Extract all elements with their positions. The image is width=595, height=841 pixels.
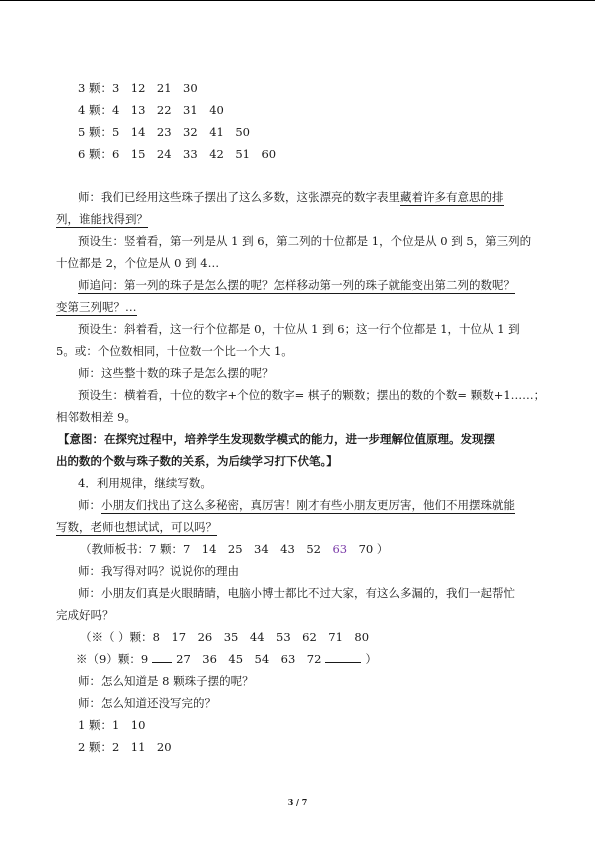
preset-line-3a: 预设生：横着看，十位的数字+个位的数字= 棋子的颗数；摆出的数的个数= 颗数+1……； [78, 388, 546, 402]
teacher-text: 师：我们已经用这些珠子摆出了这么多数，这张漂亮的数字表里 [78, 190, 400, 204]
blank-line [152, 651, 172, 663]
teacher-line-5a: 师：小朋友们真是火眼睛睛，电脑小博士都比不过大家，有这么多漏的，我们一起帮忙 [78, 586, 515, 600]
intent-line-2: 出的数的个数与珠子数的关系，为后续学习打下伏笔。】 [56, 454, 338, 468]
preset-line-2b: 5。或：个位数相同，十位数一个比一个大 1。 [56, 344, 293, 358]
exercise-8-row: （※（ ）颗：8 17 26 35 44 53 62 71 80 [80, 630, 370, 644]
board-text-pre: （教师板书：7 颗：7 14 25 34 43 52 [80, 542, 333, 556]
highlighted-number: 63 [332, 542, 348, 556]
blank-line [325, 651, 361, 663]
exercise-9-row [76, 651, 377, 667]
underlined-text: 小朋友们找出了这么多秘密，真厉害！刚才有些小朋友更厉害，他们不用摆珠就能 [101, 498, 515, 512]
preset-line-1a: 预设生：竖着看，第一列是从 1 到 6，第二列的十位都是 1，个位是从 0 到 5，第三列的 [78, 234, 532, 248]
underlined-text: 藏着许多有意思的排 [400, 190, 504, 204]
list-row-6: 6 颗：6 15 24 33 42 51 60 [78, 147, 277, 161]
board-writing [80, 541, 388, 557]
exercise-9-close: ） [365, 652, 377, 666]
followup-question-b [56, 299, 137, 315]
list-row-3: 3 颗：3 12 21 30 [78, 81, 198, 95]
preset-line-2a: 预设生：斜着看，这一行个位都是 0，十位从 1 到 6；这一行个位都是 1，十位从 1 到 [78, 322, 520, 336]
teacher-line-3a [78, 497, 515, 513]
followup-question-a [78, 277, 515, 293]
preset-line-3b: 相邻数相差 9。 [56, 410, 136, 424]
list-row-5: 5 颗：5 14 23 32 41 50 [78, 125, 250, 139]
teacher-line-5b: 完成好吗？ [56, 608, 114, 622]
exercise-9-numbers: 27 36 45 54 63 72 [176, 652, 322, 666]
page-number: 3 / 7 [287, 797, 308, 807]
teacher-line-3b [56, 519, 217, 535]
underlined-text: 师追问：第一列的珠子是怎么摆的呢？怎样移动第一列的珠子就能变出第二列的数呢？ [78, 278, 515, 292]
teacher-line-2: 师：这些整十数的珠子是怎么摆的呢？ [78, 366, 274, 380]
list-row-2: 2 颗：2 11 20 [78, 740, 172, 754]
exercise-9-label: ※（9）颗：9 [76, 652, 149, 666]
intent-line-1: 【意图：在探究过程中，培养学生发现数学模式的能力，进一步理解位值原理。发现摆 [58, 432, 495, 446]
list-row-4: 4 颗：4 13 22 31 40 [78, 103, 224, 117]
teacher-line-1b [56, 211, 148, 227]
teacher-line-6: 师：怎么知道是 8 颗珠子摆的呢？ [78, 674, 254, 688]
teacher-label: 师： [78, 498, 101, 512]
teacher-line-7: 师：怎么知道还没写完的？ [78, 696, 216, 710]
step-4-heading: 4．利用规律，继续写数。 [78, 476, 212, 490]
header-rule [0, 0, 595, 1]
underlined-text: 变第三列呢？… [56, 300, 137, 314]
preset-line-1b: 十位都是 2，个位是从 0 到 4… [56, 256, 220, 270]
board-text-post: 70 ） [347, 542, 389, 556]
list-row-1: 1 颗：1 10 [78, 718, 146, 732]
teacher-line-4: 师：我写得对吗？说说你的理由 [78, 564, 239, 578]
underlined-text: 列，谁能找得到？ [56, 212, 148, 226]
underlined-text: 写数，老师也想试试，可以吗？ [56, 520, 217, 534]
teacher-line-1a [78, 189, 504, 205]
